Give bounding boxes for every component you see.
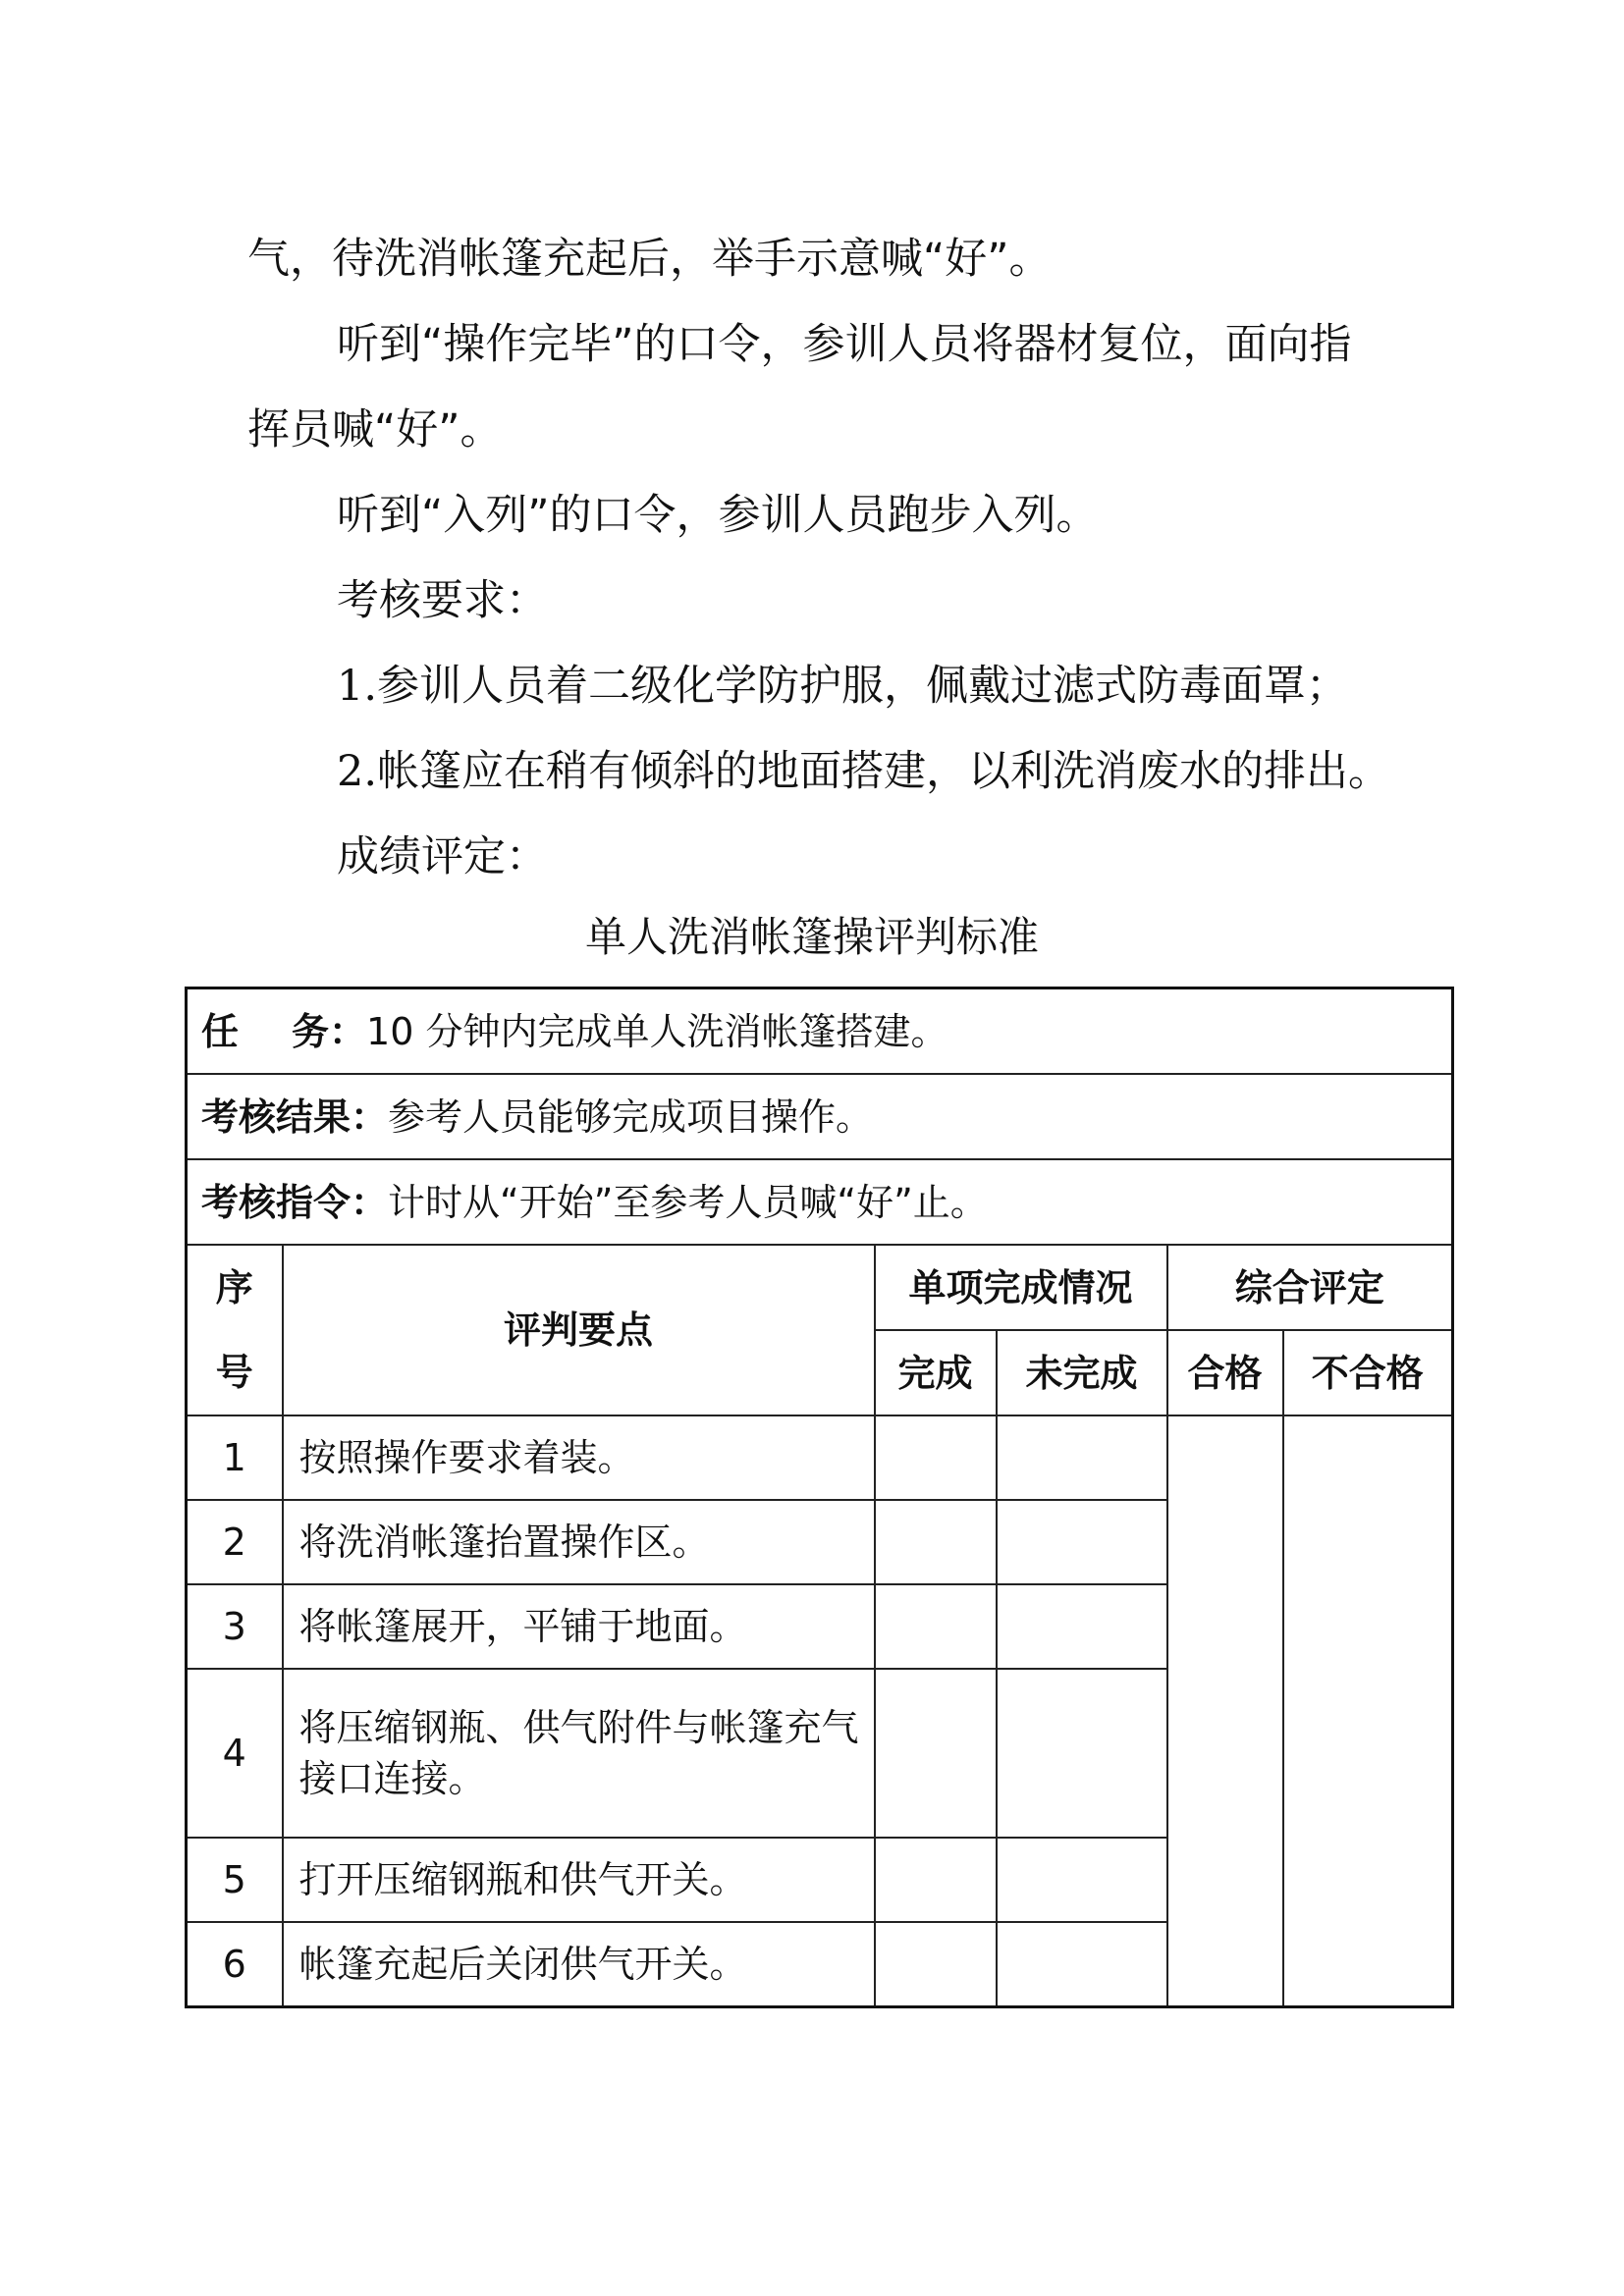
grading-heading: 成绩评定：: [337, 832, 548, 881]
command-label: 考核指令：: [201, 1180, 389, 1224]
header-not-done: 未完成: [997, 1330, 1167, 1415]
command-cell: [187, 1159, 1453, 1245]
row-text: 按照操作要求着装。: [283, 1415, 875, 1500]
requirements-heading: 考核要求：: [337, 576, 548, 625]
header-pass: 合格: [1167, 1330, 1283, 1415]
requirement-1-text: 参训人员着二级化学防护服，佩戴过滤式防毒面罩；: [377, 662, 1349, 711]
done-cell[interactable]: [875, 1500, 997, 1584]
result-label: 考核结果：: [201, 1095, 389, 1139]
command-text: 计时从“开始”至参考人员喊“好”止。: [388, 1180, 988, 1224]
header-seq-bottom: 号: [215, 1351, 253, 1394]
not-done-cell[interactable]: [997, 1838, 1167, 1922]
not-done-cell[interactable]: [997, 1415, 1167, 1500]
table-row: [187, 1415, 1453, 1500]
result-row: [187, 1074, 1453, 1159]
row-number: 2: [187, 1500, 283, 1584]
header-seq: [187, 1245, 283, 1415]
result-cell: [187, 1074, 1453, 1159]
task-label-b: 务：: [292, 1009, 367, 1053]
paragraph-2: 听到“操作完毕”的口令，参训人员将器材复位，面向指: [337, 320, 1352, 369]
row-number: 4: [187, 1669, 283, 1838]
row-number: 5: [187, 1838, 283, 1922]
not-done-cell[interactable]: [997, 1669, 1167, 1838]
header-fail: 不合格: [1283, 1330, 1453, 1415]
header-done: 完成: [875, 1330, 997, 1415]
row-text: 打开压缩钢瓶和供气开关。: [283, 1838, 875, 1922]
header-completion: 单项完成情况: [875, 1245, 1167, 1330]
row-text: 将压缩钢瓶、供气附件与帐篷充气接口连接。: [283, 1669, 875, 1838]
done-cell[interactable]: [875, 1415, 997, 1500]
fail-cell[interactable]: [1283, 1415, 1453, 2006]
done-cell[interactable]: [875, 1922, 997, 2006]
header-points: 评判要点: [283, 1245, 875, 1415]
done-cell[interactable]: [875, 1838, 997, 1922]
pass-cell[interactable]: [1167, 1415, 1283, 2006]
task-text: 10 分钟内完成单人洗消帐篷搭建。: [366, 1009, 948, 1053]
requirement-2-number: 2.: [337, 747, 378, 796]
done-cell[interactable]: [875, 1584, 997, 1669]
not-done-cell[interactable]: [997, 1922, 1167, 2006]
result-text: 参考人员能够完成项目操作。: [388, 1095, 874, 1139]
header-overall: 综合评定: [1167, 1245, 1453, 1330]
row-text: 帐篷充起后关闭供气开关。: [283, 1922, 875, 2006]
row-number: 6: [187, 1922, 283, 2006]
task-cell: [187, 988, 1453, 1075]
header-row-1: [187, 1245, 1453, 1330]
not-done-cell[interactable]: [997, 1584, 1167, 1669]
not-done-cell[interactable]: [997, 1500, 1167, 1584]
header-seq-top: 序: [215, 1266, 253, 1309]
done-cell[interactable]: [875, 1669, 997, 1838]
requirement-2-text: 帐篷应在稍有倾斜的地面搭建，以利洗消废水的排出。: [377, 747, 1391, 796]
row-number: 1: [187, 1415, 283, 1500]
task-label-a: 任: [201, 1009, 240, 1053]
row-text: 将洗消帐篷抬置操作区。: [283, 1500, 875, 1584]
requirement-2: [337, 742, 1390, 801]
paragraph-4: 听到“入列”的口令，参训人员跑步入列。: [337, 491, 1099, 540]
row-text: 将帐篷展开，平铺于地面。: [283, 1584, 875, 1669]
task-row: [187, 988, 1453, 1075]
table-caption: 单人洗消帐篷操评判标准: [584, 913, 1039, 961]
paragraph-3: 挥员喊“好”。: [247, 405, 503, 454]
grading-table: [185, 987, 1454, 2008]
row-number: 3: [187, 1584, 283, 1669]
paragraph-1: 气，待洗消帐篷充起后，举手示意喊“好”。: [247, 235, 1052, 284]
requirement-1: [337, 657, 1348, 716]
command-row: [187, 1159, 1453, 1245]
requirement-1-number: 1.: [337, 662, 378, 711]
